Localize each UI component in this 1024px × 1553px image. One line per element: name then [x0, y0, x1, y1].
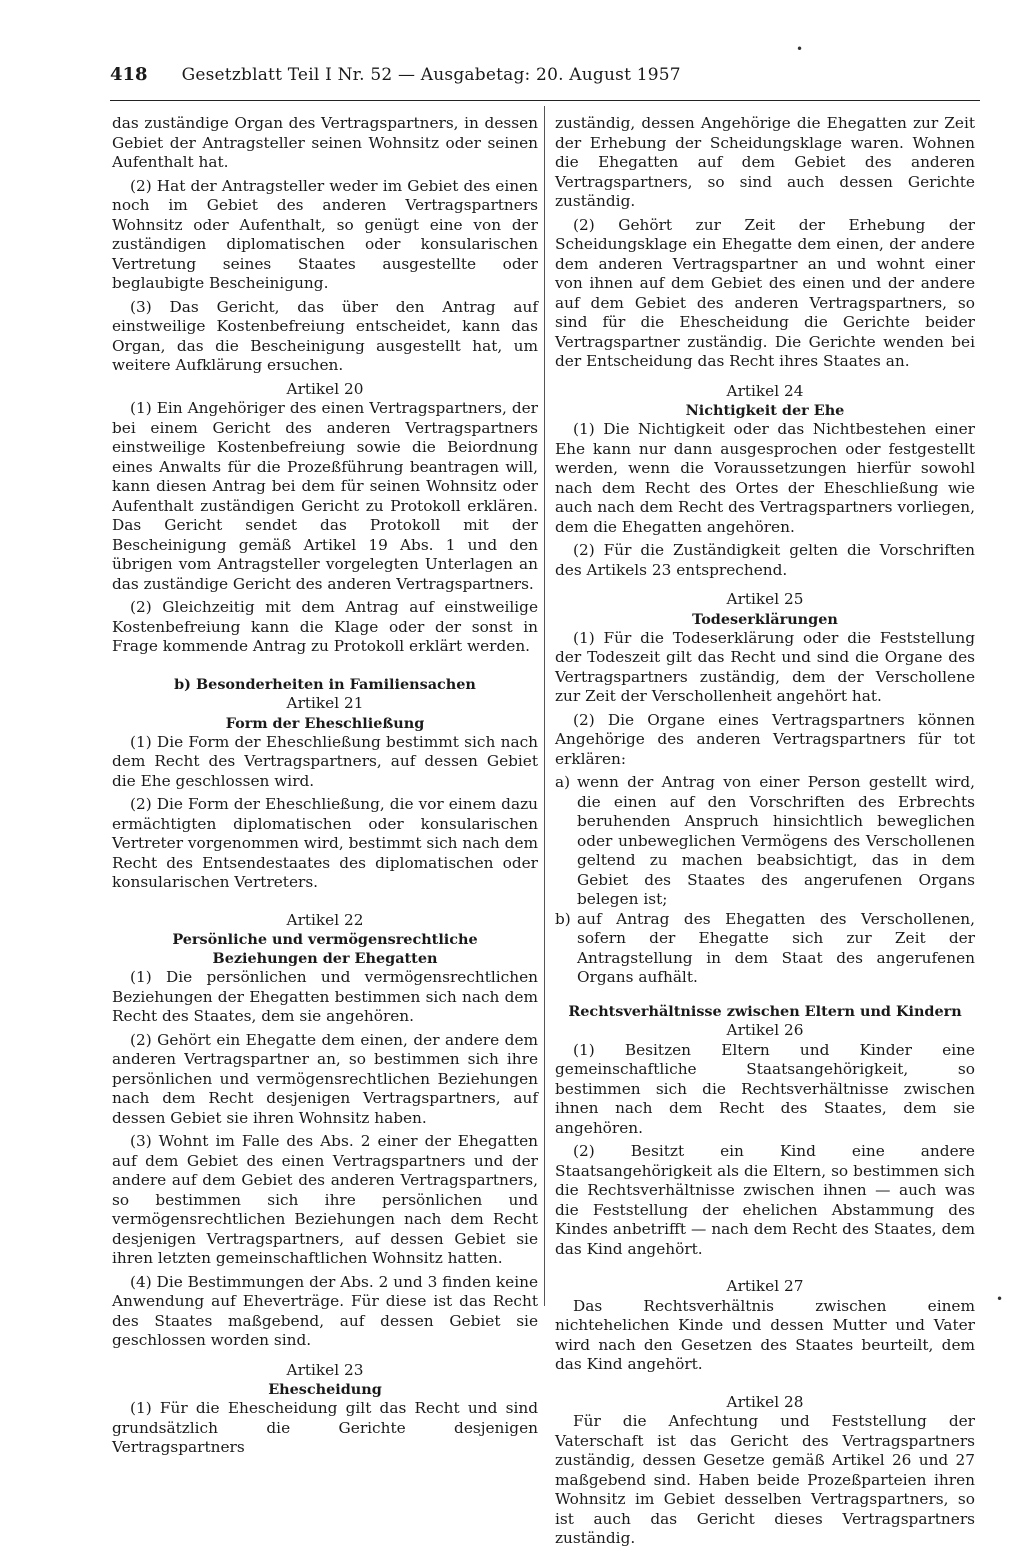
- list-text: wenn der Antrag von einer Person gestellt wird, die einen auf den Vorschriften des Erbrechts beruhenden Anspruch hinsichtlich beweglichen oder unbeweglichen Vermögens des Verschollenen geltend zu machen beabsichtigt, das in dem Gebiet des Staates des angerufenen Organs belegen ist;: [577, 773, 975, 908]
- paragraph: (2) Für die Zuständigkeit gelten die Vorschriften des Artikels 23 entsprechend.: [555, 541, 975, 579]
- right-column: [555, 114, 975, 1553]
- list-text: auf Antrag des Ehegatten des Verschollenen, sofern der Ehegatte sich zur Zeit der Antragstellung in dem Staat des angerufenen Organs aufhält.: [577, 909, 975, 986]
- paragraph: (1) Für die Todeserklärung oder die Feststellung der Todeszeit gilt das Recht und sind die Organe des Vertragspartners zuständig, dem der Verschollene zur Zeit der Verschollenheit angehört hat.: [555, 628, 975, 705]
- paragraph: (2) Gleichzeitig mit dem Antrag auf einstweilige Kostenbefreiung kann die Klage oder der sonst in Frage kommende Antrag zu Protokoll erklärt werden.: [112, 598, 538, 655]
- article-heading: Form der Eheschließung: [225, 714, 425, 732]
- left-column: [112, 114, 538, 1462]
- ink-mark: •: [996, 1292, 1004, 1306]
- paragraph: (1) Die Nichtigkeit oder das Nichtbestehen einer Ehe kann nur dann ausgesprochen oder festgestellt werden, wenn die Voraussetzungen hierfür sowohl nach dem Recht des Ortes der Eheschließung wie auch nach dem Recht des Vertragspartners vorliegen, dem die Ehegatten angehören.: [555, 420, 975, 536]
- paragraph: (1) Besitzen Eltern und Kinder eine gemeinschaftliche Staatsangehörigkeit, so bestimmen sich die Rechtsverhältnisse zwischen ihnen nach dem Recht des Staates, dem sie angehören.: [555, 1040, 975, 1137]
- section-heading: b) Besonderheiten in Familiensachen: [174, 675, 476, 693]
- section-heading: Rechtsverhältnisse zwischen Eltern und Kindern: [568, 1002, 962, 1020]
- page-number: 418: [110, 64, 148, 85]
- paragraph: (2) Die Form der Eheschließung, die vor einem dazu ermächtigten diplomatischen oder konsularischen Vertreter vorgenommen wird, bestimmt sich nach dem Recht des Entsendestaates des diplomatischen oder konsularischen Vertreters.: [112, 795, 538, 891]
- paragraph: zuständig, dessen Angehörige die Ehegatten zur Zeit der Erhebung der Scheidungsklage waren. Wohnen die Ehegatten auf dem Gebiet des anderen Vertragspartners, so sind auch dessen Gerichte zuständig.: [555, 114, 975, 210]
- article-title: Artikel 22: [286, 910, 364, 929]
- article-title: Artikel 25: [726, 590, 804, 608]
- paragraph: (1) Ein Angehöriger des einen Vertragspartners, der bei einem Gericht des anderen Vertragspartners einstweilige Kostenbefreiung sowie die Beiordnung eines Anwalts für die Prozeßführung beantragen will, kann diesen Antrag bei dem für seinen Wohnsitz oder Aufenthalt zuständigen Gericht zu Protokoll erklären. Das Gericht sendet das Protokoll mit der Bescheinigung gemäß Artikel 19 Abs. 1 und den übrigen vom Antragsteller vorgelegten Unterlagen an das zuständige Gericht des anderen Vertragspartners.: [112, 399, 538, 593]
- article-title: Artikel 23: [286, 1360, 364, 1379]
- column-divider: [544, 106, 545, 1306]
- page-header: [110, 64, 890, 85]
- article-title: Artikel 24: [726, 381, 804, 400]
- article-title: Artikel 28: [726, 1392, 804, 1411]
- list-label: b): [555, 909, 571, 928]
- paragraph: (2) Die Organe eines Vertragspartners können Angehörige des anderen Vertragspartners für tot erklären:: [555, 710, 975, 768]
- article-heading: Todeserklärungen: [692, 610, 838, 628]
- list-item: [555, 773, 975, 910]
- article-title: Artikel 26: [726, 1021, 804, 1039]
- paragraph: Das Rechtsverhältnis zwischen einem nichtehelichen Kinde und dessen Mutter und Vater wird nach den Gesetzen des Staates beurteilt, dem das Kind angehört.: [555, 1296, 975, 1373]
- paragraph: (2) Hat der Antragsteller weder im Gebiet des einen noch im Gebiet des anderen Vertragspartners Wohnsitz oder Aufenthalt, so genügt eine von der zuständigen diplomatischen oder konsularischen Vertretung seines Staates ausgestellte oder beglaubigte Bescheinigung.: [112, 176, 538, 292]
- article-heading: Ehescheidung: [268, 1381, 382, 1398]
- article-heading: Nichtigkeit der Ehe: [685, 402, 845, 419]
- paragraph: Für die Anfechtung und Feststellung der Vaterschaft ist das Gericht des Vertragspartners zuständig, dessen Gesetze gemäß Artikel 26 und 27 maßgebend sind. Haben beide Prozeßparteien ihren Wohnsitz im Gebiet desselben Vertragspartners, so ist auch das Gericht dieses Vertragspartners zuständig.: [555, 1412, 975, 1547]
- article-title: Artikel 27: [726, 1277, 804, 1295]
- paragraph: (2) Besitzt ein Kind eine andere Staatsangehörigkeit als die Eltern, so bestimmen sich die Rechtsverhältnisse zwischen ihnen — auch was die Feststellung der ehelichen Abstammung des Kindes anbetrifft — nach dem Recht des Staates, dem das Kind angehört.: [555, 1142, 975, 1258]
- paragraph: (2) Gehört zur Zeit der Erhebung der Scheidungsklage ein Ehegatte dem einen, der andere dem anderen Vertragspartner an und wohnt einer von ihnen auf dem Gebiet des einen und der andere auf dem Gebiet des anderen Vertragspartners, so sind für die Ehescheidung die Gerichte beider Vertragspartner zuständig. Die Gerichte wenden bei der Entscheidung das Recht ihres Staates an.: [555, 215, 975, 370]
- ink-mark: •: [796, 42, 804, 56]
- paragraph: (4) Die Bestimmungen der Abs. 2 und 3 finden keine Anwendung auf Eheverträge. Für diese ist das Recht des Staates maßgebend, auf dessen Gebiet sie geschlossen worden sind.: [112, 1272, 538, 1349]
- paragraph: (3) Das Gericht, das über den Antrag auf einstweilige Kostenbefreiung entscheidet, kann das Organ, das die Bescheinigung ausgestellt hat, um weitere Aufklärung ersuchen.: [112, 297, 538, 374]
- paragraph: (1) Die persönlichen und vermögensrechtlichen Beziehungen der Ehegatten bestimmen sich nach dem Recht des Staates, dem sie angehören.: [112, 968, 538, 1025]
- paragraph: (1) Für die Ehescheidung gilt das Recht und sind grundsätzlich die Gerichte desjenigen Vertragspartners: [112, 1399, 538, 1456]
- list-label: a): [555, 773, 571, 791]
- list-item: [555, 910, 975, 988]
- article-title: Artikel 20: [286, 379, 364, 398]
- article-heading: Persönliche und vermögensrechtliche Beziehungen der Ehegatten: [172, 931, 478, 967]
- gazette-title: Gesetzblatt Teil I Nr. 52 — Ausgabetag: 20. August 1957: [181, 65, 681, 85]
- paragraph: (2) Gehört ein Ehegatte dem einen, der andere dem anderen Vertragspartner an, so bestimmen sich ihre persönlichen und vermögensrechtlichen Beziehungen nach dem Recht desjenigen Vertragspartners, auf dessen Gebiet sie ihren Wohnsitz haben.: [112, 1030, 538, 1127]
- paragraph: (1) Die Form der Eheschließung bestimmt sich nach dem Recht des Vertragspartners, auf dessen Gebiet die Ehe geschlossen wird.: [112, 732, 538, 790]
- paragraph: das zuständige Organ des Vertragspartners, in dessen Gebiet der Antragsteller seinen Wohnsitz oder seinen Aufenthalt hat.: [112, 114, 538, 171]
- article-title: Artikel 21: [286, 694, 364, 712]
- header-rule: [110, 100, 980, 101]
- paragraph: (3) Wohnt im Falle des Abs. 2 einer der Ehegatten auf dem Gebiet des einen Vertragspartners und der andere auf dem Gebiet des anderen Vertragspartners, so bestimmen sich ihre persönlichen und vermögensrechtlichen Beziehungen nach dem Recht desjenigen Vertragspartners, auf dessen Gebiet sie ihren letzten gemeinschaftlichen Wohnsitz hatten.: [112, 1132, 538, 1267]
